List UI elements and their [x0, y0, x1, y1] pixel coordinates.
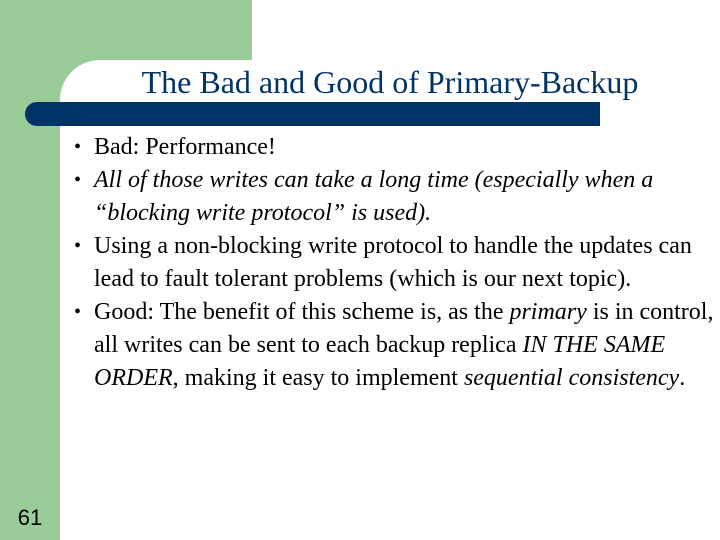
text-run: Good: The benefit of this scheme is, as the [94, 299, 510, 325]
title-underline-bar [25, 102, 600, 126]
bullet-text [94, 296, 714, 395]
bullet-text: All of those writes can take a long time (especially when a “blocking write protocol” is used). [94, 167, 654, 226]
bullet-dot-icon: • [74, 301, 82, 323]
text-run: , making it easy to implement [172, 365, 464, 391]
emphasis-sequential-consistency: sequential consistency [463, 365, 680, 391]
bullet-dot-icon: • [74, 235, 82, 257]
slide-page-number: 61 [17, 505, 43, 530]
text-run: . [679, 365, 686, 391]
bullet-dot-icon: • [74, 169, 82, 191]
bullet-text: Using a non-blocking write protocol to handle the updates can lead to fault tolerant problems (which is our next topic). [94, 233, 692, 292]
bullet-item [74, 230, 714, 296]
bullet-item [74, 296, 714, 395]
slide-title: The Bad and Good of Primary-Backup [141, 64, 639, 100]
bullet-dot-icon: • [74, 136, 82, 158]
bullet-text: Bad: Performance! [94, 134, 276, 160]
bullet-item [74, 131, 714, 164]
text-run: is in control, all writes can be sent to each backup replica [94, 299, 714, 358]
decorative-green-sidebar [0, 0, 60, 540]
emphasis-same-order: IN THE SAME ORDER [94, 332, 666, 391]
bullet-item [74, 164, 714, 230]
bullet-list [74, 131, 714, 395]
emphasis-primary: primary [509, 299, 587, 325]
